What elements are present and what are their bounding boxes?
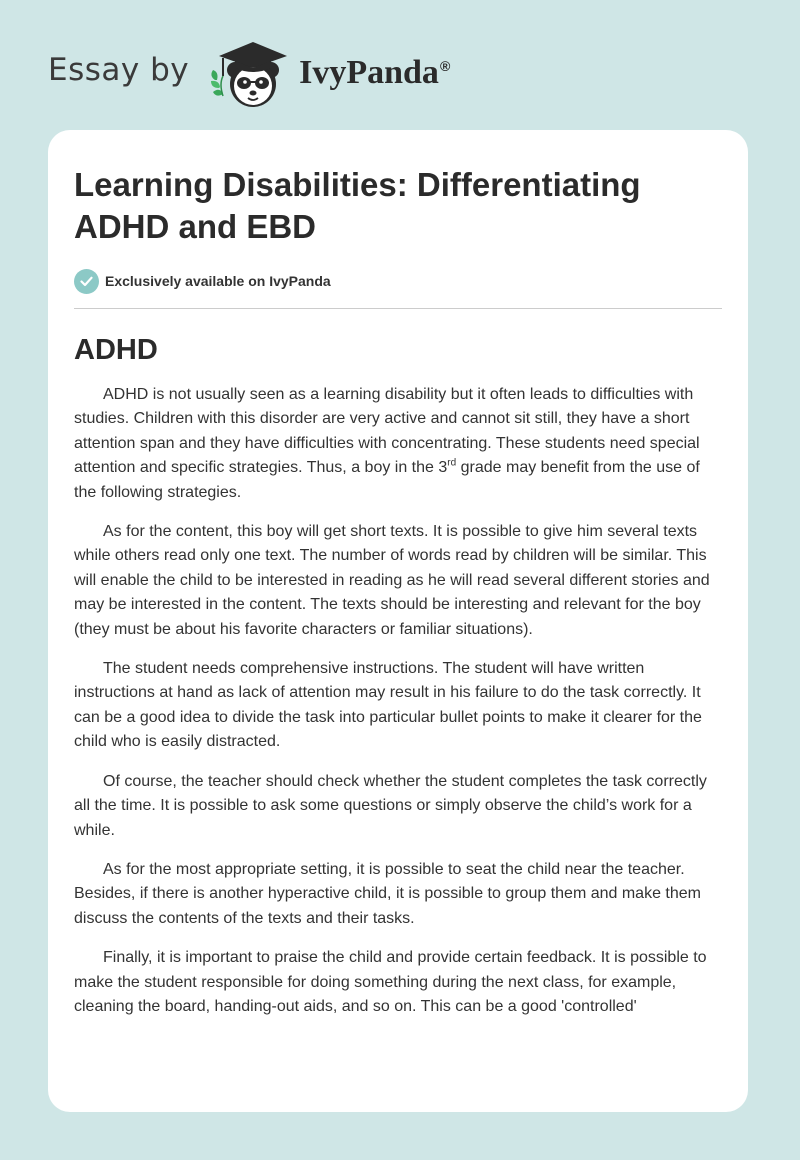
essay-card — [48, 130, 748, 1112]
exclusive-badge — [74, 268, 722, 294]
brand-name: IvyPanda® — [299, 54, 451, 91]
paragraph-4: Of course, the teacher should check whether the student completes the task correctly all the time. It is possible to ask some questions or simply observe the child’s work for a while. — [74, 772, 707, 839]
check-circle-icon — [74, 269, 99, 294]
paragraph-1: ADHD is not usually seen as a learning disability but it often leads to difficulties with studies. Children with this disorder are very active and cannot sit still, they have a short attention span and they have difficulties with concentrating. These students need special attention and specific strategies. Thus, a boy in the 3rd grade may benefit from the use of the following strategies. — [74, 386, 700, 501]
essay-title: Learning Disabilities: Differentiating ADHD and EBD — [74, 166, 641, 245]
panda-graduation-cap-logo-icon — [205, 36, 293, 112]
paragraph-3: The student needs comprehensive instructions. The student will have written instructions at hand as lack of attention may result in his failure to do the task correctly. It can be a good idea to divide the task into particular bullet points to make it clearer for the child who is easily distracted. — [74, 660, 702, 751]
paragraph-5: As for the most appropriate setting, it is possible to seat the child near the teacher. Besides, if there is another hyperactive child, it is possible to group them and make them discuss the contents of the texts and their tasks. — [74, 860, 701, 927]
ordinal-suffix: rd — [447, 457, 457, 469]
paragraph-2: As for the content, this boy will get short texts. It is possible to give him several texts while others read only one text. The number of words read by children will be similar. This will enable the child to be interested in reading as he will read several different stories and may be interested in the content. The texts should be interesting and relevant for the boy (they must be about his favorite characters or familiar situations). — [74, 523, 710, 638]
brand-header[interactable] — [48, 34, 450, 114]
divider — [74, 308, 722, 309]
registered-mark: ® — [439, 57, 451, 74]
brand-prefix: Essay by — [48, 52, 190, 88]
exclusive-text: Exclusively available on IvyPanda — [105, 273, 331, 289]
paragraph-6: Finally, it is important to praise the child and provide certain feedback. It is possible to make the student responsible for doing something during the next class, for example, cleaning the board, handing-out aids, and so on. This can be a good 'controlled' — [74, 949, 707, 1015]
section-heading: ADHD — [74, 334, 158, 366]
